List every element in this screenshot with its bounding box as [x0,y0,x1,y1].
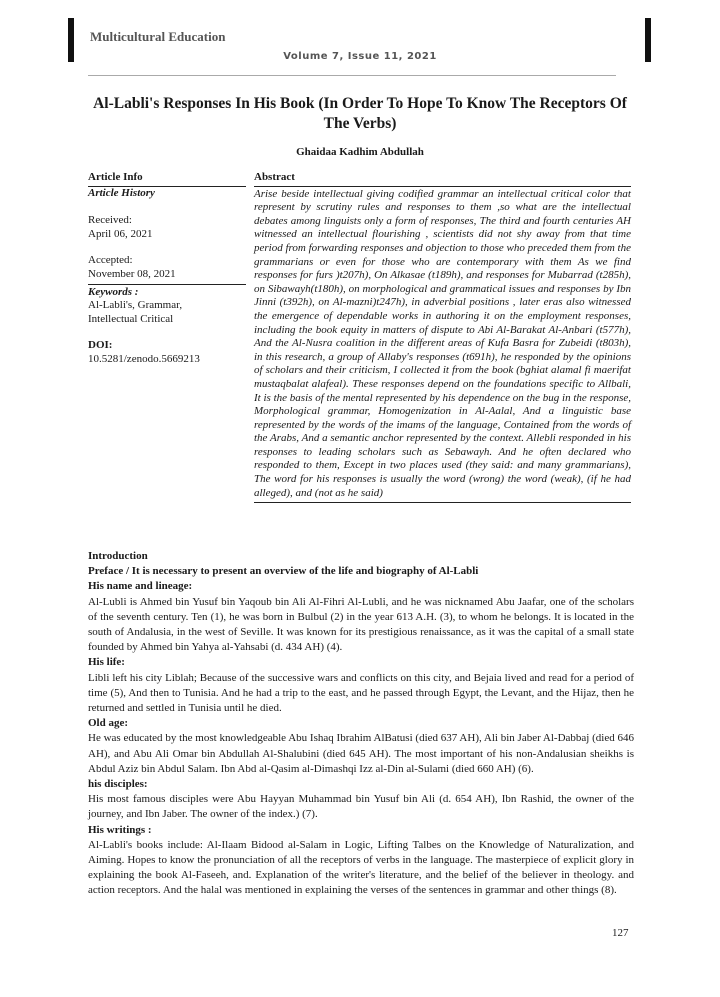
author-name: Ghaidaa Kadhim Abdullah [296,146,424,158]
article-history-label: Article History [88,186,155,199]
life-paragraph: Libli left his city Liblah; Because of the successive wars and conflicts on this city, and Bejaia lived and read for a period of time (5), And then to Tunisia. And he had a trip to the east, and he passed through Egypt, the Levant, and the Hijaz, then he returned and settled in Tunisia until he died. [88,671,634,715]
page-number: 127 [612,927,629,939]
abstract-column [254,171,631,503]
keywords-line-1: Al-Labli's, Grammar, [88,299,183,312]
life-heading: His life: [88,656,125,669]
lineage-heading: His name and lineage: [88,580,193,593]
writings-heading: His writings : [88,823,152,836]
info-divider [88,284,246,285]
doi-label: DOI: [88,339,113,352]
header-divider [88,75,616,76]
introduction-heading: Introduction [88,550,148,562]
accepted-date: November 08, 2021 [88,267,176,280]
keywords-label: Keywords : [88,285,139,298]
lineage-paragraph: Al-Lubli is Ahmed bin Yusuf bin Yaqoub bin Ali Al-Fihri Al-Lubli, and he was nicknamed Abu Jaafar, one of the scholars of the seventh century. Ten (1), he was born in Bulbul (2) in the year 613 A.H. (3), to whom he belongs. It is located in the south of Andalusia, in the west of Seville. It was known for its prestigious renaissance, as it was the capital of a small state founded by Ahmed bin Yahya al-Yahsabi (d. 434 AH) (4). [88,595,634,654]
received-date: April 06, 2021 [88,227,153,240]
article-info-column [88,171,246,367]
abstract-text: Arise beside intellectual giving codified grammar an intellectual critical color that represent by scrutiny rules and responses to them ,so what are the intellectual debates among linguists only a form of responses, The third and fourth centuries AH witnessed an intellectual flourishing , scientists did not shy away from that time period from forwarding responses and objection to those who preceded them from the grammarians or even for those who are contemporary with them As we find responses for furs )t207h), On Alkasae (t189h), and responses for Mubarrad (t285h), on Sibawayh(t180h), on morphological and grammatical issues and responses by Ibn Jinni (t392h), on Al-mazni)t247h), in adverbial positions , later eras also witnessed the emergence of dependable works in authoring it on the employment responses, including the book equity in matters of dispute to Abi Al-Barakat Al-Anbari (t577h), And the Al-Nusra coalition in the different areas of Kufa Basra for Zubeidi (t803h), in this research, a group of Allaby's responses (t691h), he responded by the opinions of scholars and their criticism, I collected it from the book (bghiat alamal fi maerifat mustaqbalat alafeal). These responses depend on the foundations specific to Allbali, It is the basis of the mental represented by his dependence on the bug in the response, Morphological grammar, Homogenization in Al-Aalal, And a linguistic base represented by the words of the imams of the language, Contained from the words of the Arabs, And a semantic anchor represented by the context. Allebli responded in his responses to leading scholars such as Sebawayh. And he often declared who responded to them, Except in two places used (they said: and many grammarians), The word for his responses is usually the word (wrong) the word (weak), (if he had alleged), and (not as he said) [254,187,631,504]
received-label: Received: [88,214,132,227]
body-text [88,549,634,899]
oldage-heading: Old age: [88,717,129,730]
accepted-label: Accepted: [88,254,133,267]
disciples-paragraph: His most famous disciples were Abu Hayyan Muhammad bin Yusuf bin Ali (d. 654 AH), Ibn Rashid, the owner of the journey, and Ibn Jaber. The owner of the index.) (7). [88,793,634,821]
journal-name: Multicultural Education [90,29,226,44]
writings-paragraph: Al-Labli's books include: Al-Ilaam Bidood al-Salam in Logic, Lifting Talbes on the Knowledge of Naturalization, and Aiming. Hopes to know the pronunciation of all the receptors of verbs in the language. The masterpiece of explicit glory in explaining the book Al-Faseeh, and. Explanation of the writer's literature, and the belief of the believer in theology. and action receptors. And the halal was mentioned in explaining the verses of the sentences in grammar and other things (8). [88,838,634,897]
disciples-heading: his disciples: [88,778,148,791]
article-info-heading: Article Info [88,171,246,187]
volume-issue: Volume 7, Issue 11, 2021 [283,51,437,62]
paper-title: Al-Labli's Responses In His Book (In Order To Hope To Know The Receptors Of The Verbs) [93,95,627,132]
doi-value: 10.5281/zenodo.5669213 [88,352,200,365]
preface-heading: Preface / It is necessary to present an overview of the life and biography of Al-Labli [88,565,479,578]
abstract-heading: Abstract [254,171,631,187]
keywords-line-2: Intellectual Critical [88,312,174,325]
oldage-paragraph: He was educated by the most knowledgeable Abu Ishaq Ibrahim AlBatusi (died 637 AH), Ali bin Jaber Al-Dabbaj (died 646 AH), and Abu Ali Omar bin Abdullah Al-Shalubini (died 645 AH). The most important of his non-Andalusian sheikhs is Abdul Aziz bin Abdul Salam. Ibn Abd al-Qasim al-Dimashqi Izz al-Din al-Sulami (died 660 AH) (6). [88,732,634,775]
